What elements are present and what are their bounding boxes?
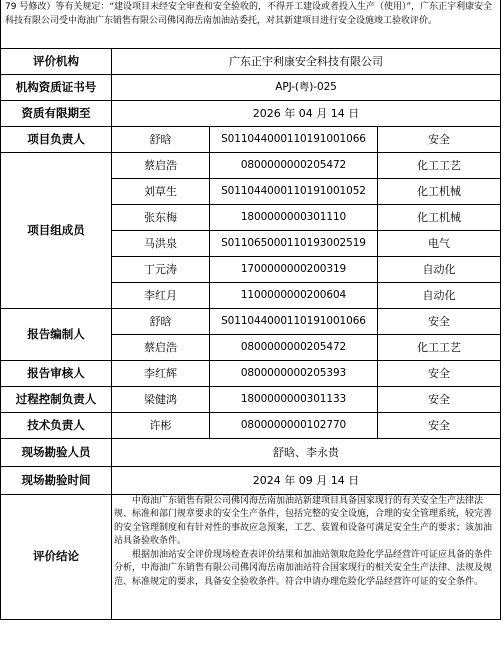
- person-cert-id: S011044000110191001066: [210, 126, 378, 152]
- person-field: 化工机械: [378, 204, 501, 230]
- person-cert-id: S011065000110193002519: [210, 230, 378, 256]
- person-cert-id: 1100000000200604: [210, 282, 378, 308]
- person-cert-id: S011044000110191001052: [210, 178, 378, 204]
- conclusion-row: [1, 494, 501, 619]
- tech-row: [1, 412, 501, 438]
- person-name: 李红辉: [112, 360, 210, 386]
- site-staff-label: 现场勘验人员: [1, 438, 112, 466]
- person-field: 化工工艺: [378, 334, 501, 360]
- intro-text: 79 号修改）等有关规定：“建设项目未经安全审查和安全验收的，不得开工建设或者投入生产（使用）”，广东正宇利康安全科技有限公司受中海油广东销售有限公司佛冈海岳南加油站委托，对其新建项目进行安全设施竣工验收评价。: [1, 0, 501, 48]
- authors-label: 报告编制人: [1, 308, 112, 360]
- author-row: [1, 308, 501, 334]
- process-row: [1, 386, 501, 412]
- person-name: 丁元涛: [112, 256, 210, 282]
- person-field: 安全: [378, 308, 501, 334]
- person-cert-id: S011044000110191001066: [210, 308, 378, 334]
- person-cert-id: 0800000000205472: [210, 152, 378, 178]
- intro-row: [1, 0, 501, 48]
- validity-label: 资质有限期至: [1, 100, 112, 126]
- reviewer-label: 报告审核人: [1, 360, 112, 386]
- person-name: 舒晗: [112, 126, 210, 152]
- leader-row: [1, 126, 501, 152]
- cert-row: [1, 74, 501, 100]
- person-cert-id: 0800000000205393: [210, 360, 378, 386]
- person-name: 刘草生: [112, 178, 210, 204]
- person-name: 舒晗: [112, 308, 210, 334]
- person-cert-id: 1800000000301133: [210, 386, 378, 412]
- org-label: 评价机构: [1, 48, 112, 74]
- person-name: 张东梅: [112, 204, 210, 230]
- person-field: 安全: [378, 126, 501, 152]
- tech-label: 技术负责人: [1, 412, 112, 438]
- person-field: 安全: [378, 360, 501, 386]
- person-field: 安全: [378, 412, 501, 438]
- reviewer-row: [1, 360, 501, 386]
- cert-label: 机构资质证书号: [1, 74, 112, 100]
- person-field: 化工工艺: [378, 152, 501, 178]
- members-label: 项目组成员: [1, 152, 112, 308]
- conclusion-label: 评价结论: [1, 494, 112, 619]
- person-name: 马洪泉: [112, 230, 210, 256]
- org-row: [1, 48, 501, 74]
- member-row: [1, 152, 501, 178]
- person-name: 蔡启浩: [112, 334, 210, 360]
- person-name: 蔡启浩: [112, 152, 210, 178]
- person-name: 李红月: [112, 282, 210, 308]
- person-cert-id: 1800000000301110: [210, 204, 378, 230]
- site-staff-row: [1, 438, 501, 466]
- person-cert-id: 0800000000205472: [210, 334, 378, 360]
- person-field: 安全: [378, 386, 501, 412]
- person-cert-id: 1700000000200319: [210, 256, 378, 282]
- person-cert-id: 0800000000102770: [210, 412, 378, 438]
- site-time-value: 2024 年 09 月 14 日: [112, 466, 501, 494]
- process-label: 过程控制负责人: [1, 386, 112, 412]
- site-time-label: 现场勘验时间: [1, 466, 112, 494]
- person-field: 化工机械: [378, 178, 501, 204]
- org-value: 广东正宇利康安全科技有限公司: [112, 48, 501, 74]
- person-name: 梁健鸿: [112, 386, 210, 412]
- leader-label: 项目负责人: [1, 126, 112, 152]
- person-field: 自动化: [378, 282, 501, 308]
- cert-value: APJ-(粤)-025: [112, 74, 501, 100]
- validity-value: 2026 年 04 月 14 日: [112, 100, 501, 126]
- site-time-row: [1, 466, 501, 494]
- site-staff-value: 舒晗、李永贵: [112, 438, 501, 466]
- person-field: 自动化: [378, 256, 501, 282]
- conclusion-paragraph: 中海油广东销售有限公司佛冈海岳南加油站新建项目具备国家现行的有关安全生产法律法规、标准和部门规章要求的安全生产条件，包括完整的安全设施，合理的安全管理系统，较完善的安全管理制度和有针对性的事故应急预案，工艺、装置和设备可满足安全生产的要求；该加油站具备验收条件。: [114, 495, 493, 547]
- conclusion-text: [112, 494, 501, 619]
- conclusion-paragraph: 根据加油站安全评价现场检查表评价结果和加油站领取危险化学品经营许可证应具备的条件分析，中海油广东销售有限公司佛冈海岳南加油站符合国家现行的相关安全生产法律、法规及规范、标准规定的要求，具备安全验收条件。符合申请办理危险化学品经营许可证的安全条件。: [114, 549, 493, 588]
- person-name: 许彬: [112, 412, 210, 438]
- validity-row: [1, 100, 501, 126]
- person-field: 电气: [378, 230, 501, 256]
